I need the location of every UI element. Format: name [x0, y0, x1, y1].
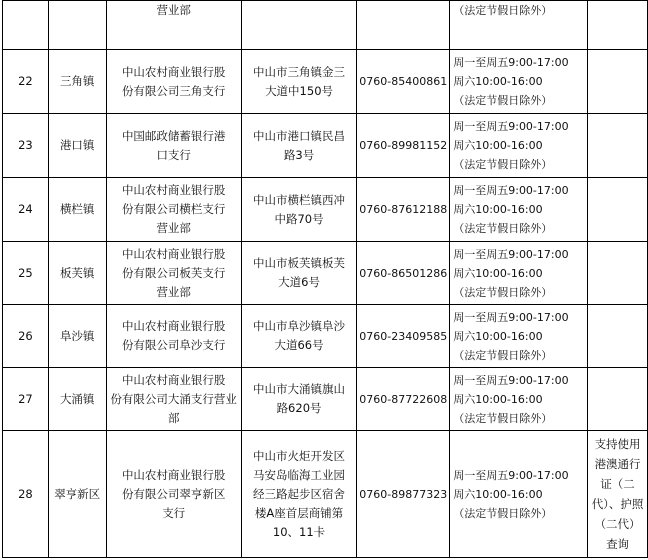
bank-line: 中国邮政储蓄银行港: [121, 128, 226, 143]
hours-line: 周六10:00-16:00: [453, 139, 543, 152]
cell-phone: 0760-89877323: [357, 431, 450, 558]
cell-address: [241, 114, 356, 178]
hours-line: 周六10:00-16:00: [453, 329, 543, 343]
cell-hours: [450, 50, 588, 114]
cell-phone: 0760-87722608: [357, 368, 450, 431]
bank-line: 部: [167, 410, 180, 425]
bank-line: 份有限公司大涌支行营业: [110, 391, 237, 406]
table-row: [3, 431, 648, 558]
cell-phone: 0760-23409585: [357, 305, 450, 368]
bank-line: 口支行: [156, 147, 191, 162]
bank-line: 份有限公司横栏支行: [121, 202, 226, 216]
bank-line: 中山农村商业银行股: [121, 64, 226, 79]
address-line: 中山市阜沙镇阜沙: [253, 319, 346, 333]
cell-hours: [450, 431, 588, 558]
bank-line: 营业部: [156, 3, 191, 17]
cell-bank: [106, 368, 241, 431]
bank-line: 份有限公司阜沙支行: [121, 338, 226, 352]
cell-no: 24: [3, 178, 49, 242]
address-line: 马安岛临海工业园: [253, 467, 346, 482]
table-row: [3, 114, 648, 178]
cell-address: [241, 242, 356, 305]
cell-town: 阜沙镇: [48, 305, 106, 368]
cell-note: [588, 50, 648, 114]
note-line: （二代）: [594, 517, 641, 531]
cell-hours: [450, 178, 588, 242]
hours-line: （法定节假日除外）: [453, 222, 553, 235]
cell-town: 翠亨新区: [48, 431, 106, 558]
table-row-continued: [3, 1, 648, 50]
cell-phone: [357, 1, 450, 50]
bank-line: 支行: [162, 505, 186, 520]
bank-line: 中山农村商业银行股: [121, 183, 226, 197]
cell-town: 三角镇: [48, 50, 106, 114]
cell-phone: 0760-89981152: [357, 114, 450, 178]
hours-line: （法定节假日除外）: [453, 94, 553, 107]
branch-table: [2, 0, 648, 558]
hours-line: 周一至周五9:00-17:00: [453, 120, 569, 133]
address-line: 10、11卡: [272, 524, 326, 539]
cell-note: [588, 305, 648, 368]
cell-hours: [450, 305, 588, 368]
table-row: [3, 242, 648, 305]
note-line: 代）、护照: [591, 497, 644, 511]
table-row: [3, 178, 648, 242]
cell-note: [588, 242, 648, 305]
cell-bank: [106, 114, 241, 178]
cell-note: [588, 178, 648, 242]
bank-line: 中山农村商业银行股: [121, 372, 226, 387]
cell-no: 25: [3, 242, 49, 305]
note-line: 港澳通行: [594, 457, 641, 471]
cell-bank: [106, 431, 241, 558]
bank-line: 份有限公司三角支行: [121, 83, 226, 98]
cell-bank: [106, 178, 241, 242]
address-line: 大道6号: [278, 275, 320, 289]
hours-line: （法定节假日除外）: [453, 285, 553, 299]
cell-note: [588, 368, 648, 431]
table-row: [3, 368, 648, 431]
bank-line: 中山农村商业银行股: [121, 467, 226, 482]
cell-no: 22: [3, 50, 49, 114]
bank-line: 中山农村商业银行股: [121, 246, 226, 261]
hours-line: （法定节假日除外）: [453, 4, 553, 17]
cell-bank: [106, 305, 241, 368]
address-line: 中山市火炬开发区: [253, 448, 346, 463]
cell-note: [588, 1, 648, 50]
bank-line: 份有限公司板芙支行: [121, 265, 226, 280]
address-line: 大道中150号: [265, 83, 334, 98]
cell-bank: [106, 50, 241, 114]
address-line: 中山市港口镇民昌: [253, 128, 346, 143]
hours-line: 周一至周五9:00-17:00: [453, 310, 569, 324]
hours-line: 周六10:00-16:00: [453, 266, 543, 280]
cell-bank: [106, 1, 241, 50]
cell-hours: [450, 242, 588, 305]
cell-address: [241, 178, 356, 242]
cell-phone: 0760-86501286: [357, 242, 450, 305]
address-line: 经三路起步区宿舍: [253, 486, 346, 501]
address-line: 路3号: [283, 147, 315, 162]
hours-line: 周一至周五9:00-17:00: [453, 56, 569, 69]
address-line: 中山市横栏镇西冲: [253, 192, 346, 207]
hours-line: 周六10:00-16:00: [453, 392, 543, 406]
cell-hours: [450, 114, 588, 178]
cell-phone: 0760-85400861: [357, 50, 450, 114]
hours-line: （法定节假日除外）: [453, 411, 553, 425]
hours-line: （法定节假日除外）: [453, 348, 553, 362]
bank-line: 营业部: [156, 221, 191, 235]
hours-line: （法定节假日除外）: [453, 158, 553, 171]
cell-town: [48, 1, 106, 50]
hours-line: 周六10:00-16:00: [453, 75, 543, 88]
cell-address: [241, 1, 356, 50]
cell-hours: [450, 1, 588, 50]
cell-address: [241, 368, 356, 431]
bank-line: 份有限公司翠亨新区: [121, 486, 226, 501]
hours-line: 周六10:00-16:00: [453, 203, 543, 216]
cell-town: 港口镇: [48, 114, 106, 178]
hours-line: 周一至周五9:00-17:00: [453, 468, 569, 482]
note-line: 支持使用: [594, 437, 641, 451]
cell-no: 28: [3, 431, 49, 558]
cell-town: 板芙镇: [48, 242, 106, 305]
hours-line: 周六10:00-16:00: [453, 487, 543, 501]
cell-hours: [450, 368, 588, 431]
cell-phone: 0760-87612188: [357, 178, 450, 242]
address-line: 中路70号: [274, 211, 324, 226]
cell-address: [241, 50, 356, 114]
address-line: 中山市板芙镇板芙: [253, 256, 346, 270]
cell-no: 27: [3, 368, 49, 431]
address-line: 楼A座首层商铺第: [254, 505, 344, 520]
cell-bank: [106, 242, 241, 305]
hours-line: 周一至周五9:00-17:00: [453, 247, 569, 261]
cell-town: 横栏镇: [48, 178, 106, 242]
address-line: 中山市大涌镇旗山: [253, 382, 346, 396]
table-row: [3, 305, 648, 368]
hours-line: 周一至周五9:00-17:00: [453, 184, 569, 197]
hours-line: （法定节假日除外）: [453, 506, 553, 520]
bank-line: 中山农村商业银行股: [121, 319, 226, 333]
cell-no: 26: [3, 305, 49, 368]
cell-no: [3, 1, 49, 50]
cell-address: [241, 431, 356, 558]
hours-line: 周一至周五9:00-17:00: [453, 373, 569, 387]
note-line: 证（二: [600, 477, 635, 491]
address-line: 大道66号: [274, 338, 324, 352]
cell-no: 23: [3, 114, 49, 178]
address-line: 中山市三角镇金三: [253, 64, 346, 79]
table-row: [3, 50, 648, 114]
cell-note: [588, 114, 648, 178]
cell-town: 大涌镇: [48, 368, 106, 431]
note-line: 查询: [606, 537, 630, 551]
cell-note: [588, 431, 648, 558]
cell-address: [241, 305, 356, 368]
address-line: 路620号: [276, 401, 322, 415]
bank-line: 营业部: [156, 284, 191, 299]
